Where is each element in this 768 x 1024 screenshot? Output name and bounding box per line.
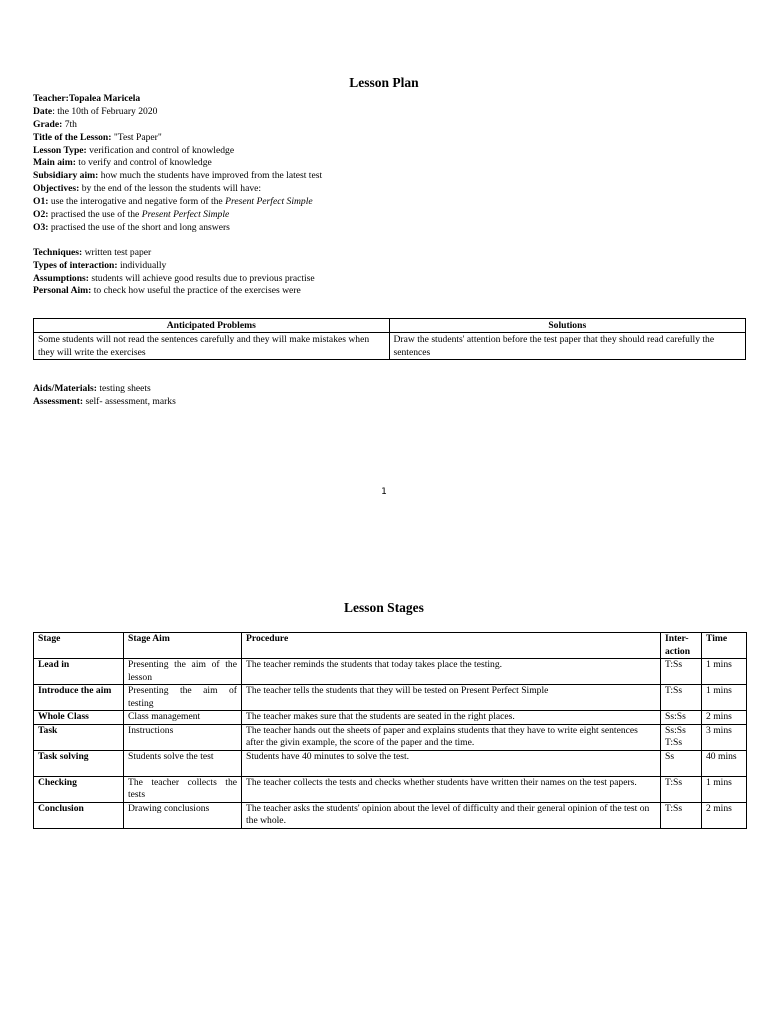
header-solutions: Solutions — [389, 319, 746, 333]
field-assumptions: Assumptions: students will achieve good results due to previous practise — [33, 272, 315, 284]
field-lesson-type: Lesson Type: verification and control of knowledge — [33, 144, 235, 156]
stage-aim-cell: Students solve the test — [124, 750, 242, 776]
time-cell: 2 mins — [702, 802, 747, 828]
time-cell: 3 mins — [702, 724, 747, 750]
page-number: 1 — [381, 487, 387, 497]
field-objectives: Objectives: by the end of the lesson the students will have: — [33, 183, 262, 195]
header-procedure: Procedure — [242, 633, 661, 659]
table-row — [34, 711, 747, 725]
procedure-cell: Students have 40 minutes to solve the test. — [242, 750, 661, 776]
table-row — [34, 659, 747, 685]
header-problems: Anticipated Problems — [34, 319, 390, 333]
stage-aim-cell: Instructions — [124, 724, 242, 750]
field-main-aim: Main aim: to verify and control of knowledge — [33, 157, 212, 169]
stage-cell: Introduce the aim — [34, 685, 124, 711]
time-cell: 1 mins — [702, 659, 747, 685]
interaction-cell: Ss:Ss T:Ss — [661, 724, 702, 750]
field-aids: Aids/Materials: testing sheets — [33, 383, 151, 394]
stage-cell: Task solving — [34, 750, 124, 776]
interaction-cell: T:Ss — [661, 685, 702, 711]
field-o2: O2: practised the use of the Present Perfect Simple — [33, 209, 230, 221]
solution-cell: Draw the students' attention before the test paper that they should read carefully the sentences — [389, 333, 746, 360]
field-interaction-types: Types of interaction: individually — [33, 259, 167, 271]
header-stage-aim: Stage Aim — [124, 633, 242, 659]
lesson-stages-title: Lesson Stages — [344, 600, 424, 615]
field-o3: O3: practised the use of the short and long answers — [33, 221, 230, 233]
field-personal-aim: Personal Aim: to check how useful the practice of the exercises were — [33, 285, 301, 297]
time-cell: 1 mins — [702, 776, 747, 802]
table-row — [34, 724, 747, 750]
field-teacher: Teacher:Topalea Maricela — [33, 93, 141, 104]
field-techniques: Techniques: written test paper — [33, 246, 152, 258]
lesson-stages-table — [33, 632, 747, 829]
procedure-cell: The teacher makes sure that the students are seated in the right places. — [242, 711, 661, 725]
interaction-cell: Ss:Ss — [661, 711, 702, 725]
field-o1: O1: use the interogative and negative form of the Present Perfect Simple — [33, 196, 313, 208]
aids-section — [33, 382, 733, 408]
procedure-cell: The teacher hands out the sheets of paper and explains students that they have to write eight sentences after the givin example, the score of the paper and the time. — [242, 724, 661, 750]
header-interaction: Inter-action — [661, 633, 702, 659]
field-title: Title of the Lesson: "Test Paper" — [33, 131, 162, 143]
problems-solutions-table — [33, 318, 746, 360]
field-assessment: Assessment: self- assessment, marks — [33, 396, 176, 407]
field-subsidiary-aim: Subsidiary aim: how much the students have improved from the latest test — [33, 170, 323, 182]
table-row — [34, 333, 746, 360]
table-row — [34, 802, 747, 828]
lesson-fields — [33, 92, 733, 297]
interaction-cell: Ss — [661, 750, 702, 776]
table-row — [34, 750, 747, 776]
field-grade: Grade: 7th — [33, 118, 77, 130]
header-stage: Stage — [34, 633, 124, 659]
stage-cell: Checking — [34, 776, 124, 802]
time-cell: 40 mins — [702, 750, 747, 776]
field-date: Date: the 10th of February 2020 — [33, 105, 158, 117]
stage-aim-cell: Presenting the aim of the lesson — [124, 659, 242, 685]
table-header-row — [34, 633, 747, 659]
procedure-cell: The teacher asks the students' opinion about the level of difficulty and their general opinion of the test on the whole. — [242, 802, 661, 828]
table-row — [34, 685, 747, 711]
stage-aim-cell: The teacher collects the tests — [124, 776, 242, 802]
stage-cell: Task — [34, 724, 124, 750]
stage-cell: Conclusion — [34, 802, 124, 828]
stage-cell: Whole Class — [34, 711, 124, 725]
procedure-cell: The teacher collects the tests and checks whether students have written their names on the test papers. — [242, 776, 661, 802]
stage-aim-cell: Class management — [124, 711, 242, 725]
stage-aim-cell: Presenting the aim of testing — [124, 685, 242, 711]
table-row — [34, 776, 747, 802]
time-cell: 1 mins — [702, 685, 747, 711]
table-header-row — [34, 319, 746, 333]
problem-cell: Some students will not read the sentences carefully and they will make mistakes when they will write the exercises — [34, 333, 390, 360]
time-cell: 2 mins — [702, 711, 747, 725]
stage-aim-cell: Drawing conclusions — [124, 802, 242, 828]
lesson-plan-title: Lesson Plan — [349, 75, 419, 90]
interaction-cell: T:Ss — [661, 659, 702, 685]
stage-cell: Lead in — [34, 659, 124, 685]
header-time: Time — [702, 633, 747, 659]
procedure-cell: The teacher tells the students that they will be tested on Present Perfect Simple — [242, 685, 661, 711]
interaction-cell: T:Ss — [661, 802, 702, 828]
interaction-cell: T:Ss — [661, 776, 702, 802]
procedure-cell: The teacher reminds the students that today takes place the testing. — [242, 659, 661, 685]
